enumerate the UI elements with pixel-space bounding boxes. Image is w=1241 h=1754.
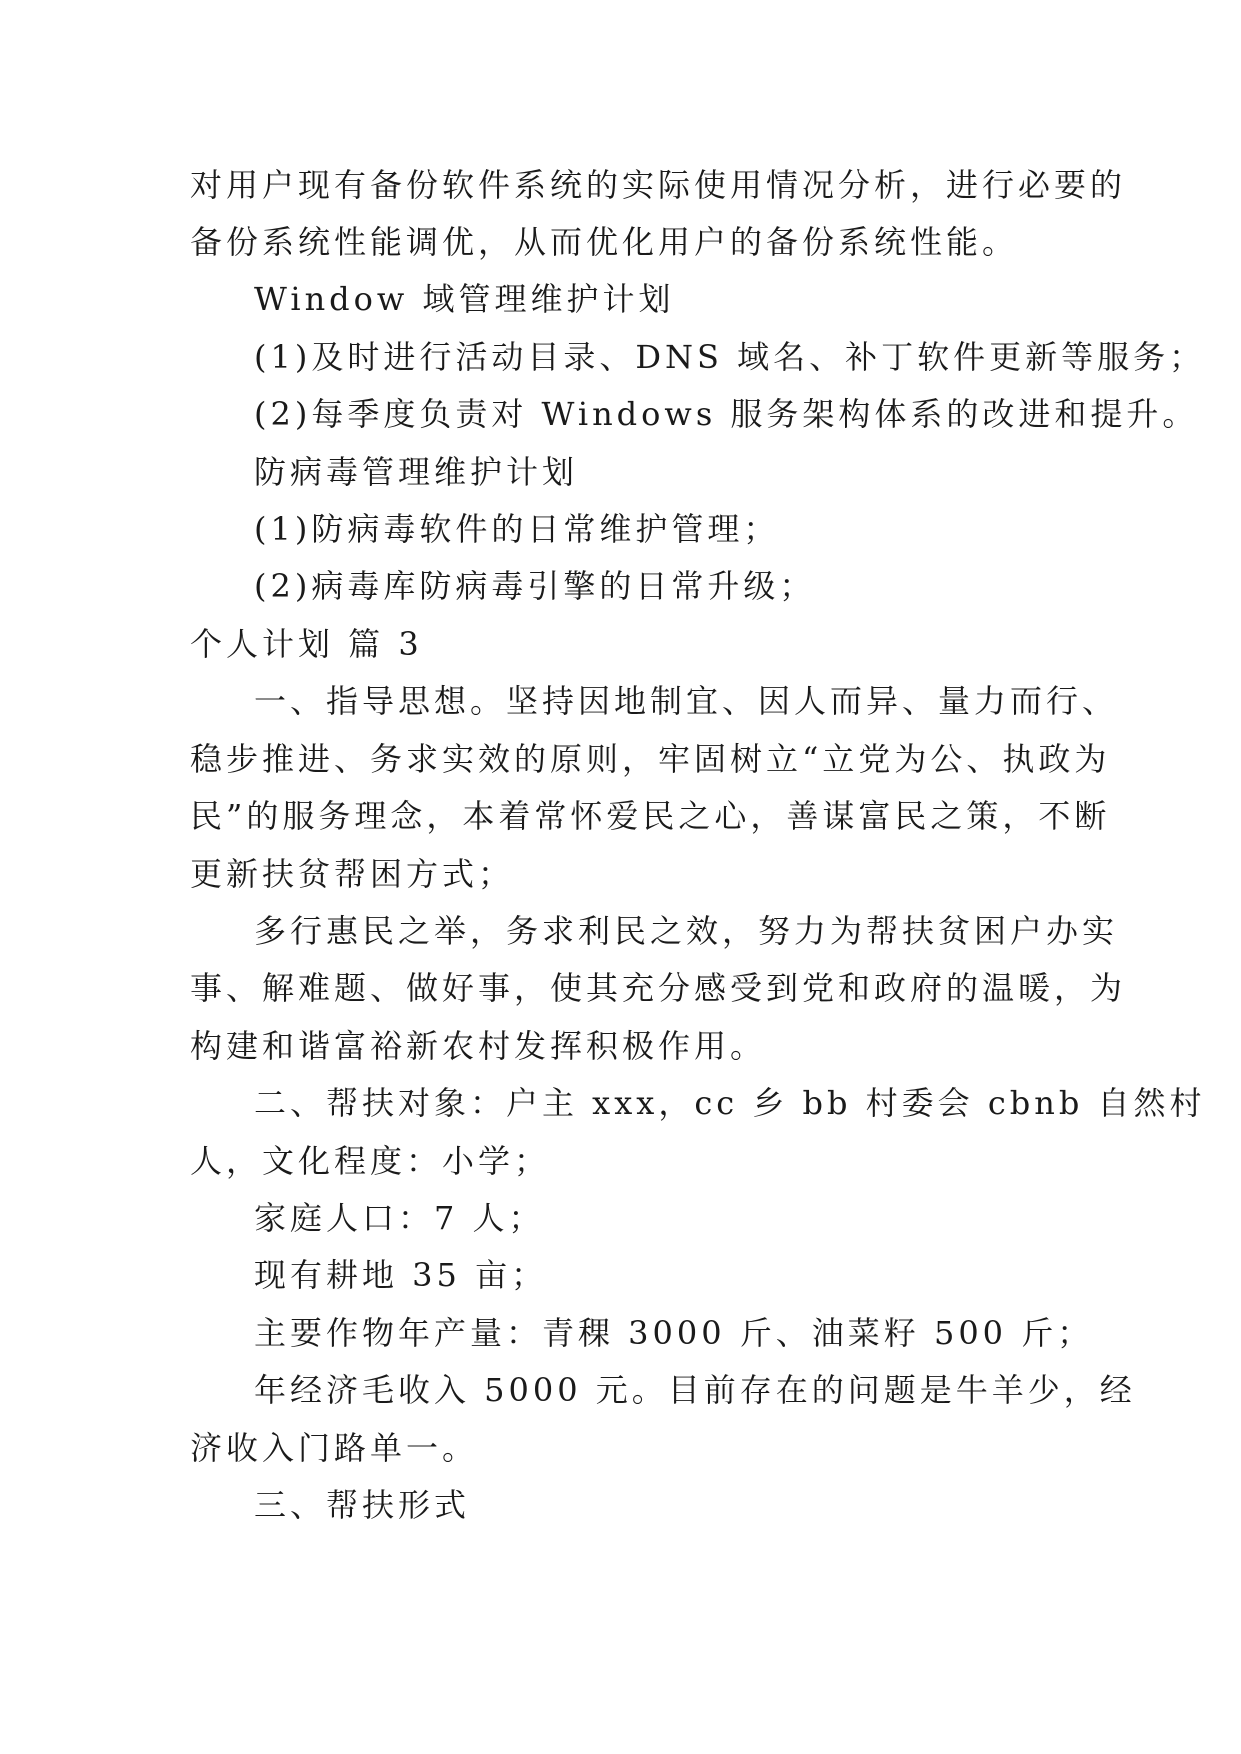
list-item: (2)病毒库防病毒引擎的日常升级；	[254, 567, 816, 605]
section-heading: Window 域管理维护计划	[254, 280, 675, 318]
text-line: 更新扶贫帮困方式；	[190, 855, 515, 893]
text-line: 家庭人口：7 人；	[254, 1199, 545, 1237]
text-line: 多行惠民之举，务求利民之效，努力为帮扶贫困户办实	[254, 912, 1119, 950]
text-line: 一、指导思想。坚持因地制宜、因人而异、量力而行、	[254, 682, 1119, 720]
text-line: 人，文化程度：小学；	[190, 1142, 551, 1180]
text-line: 济收入门路单一。	[190, 1429, 479, 1467]
text-line: 备份系统性能调优，从而优化用户的备份系统性能。	[190, 223, 1019, 261]
section-heading: 三、帮扶形式	[254, 1486, 471, 1524]
text-line: 现有耕地 35 亩；	[254, 1256, 548, 1294]
text-line: 稳步推进、务求实效的原则，牢固树立“立党为公、执政为	[190, 740, 1111, 778]
text-line: 主要作物年产量：青稞 3000 斤、油菜籽 500 斤；	[254, 1314, 1094, 1352]
section-heading: 防病毒管理维护计划	[254, 453, 579, 491]
chapter-heading: 个人计划 篇 3	[190, 625, 423, 663]
list-item: (1)及时进行活动目录、DNS 域名、补丁软件更新等服务；	[254, 338, 1206, 376]
list-item: (1)防病毒软件的日常维护管理；	[254, 510, 780, 548]
text-line: 构建和谐富裕新农村发挥积极作用。	[190, 1027, 767, 1065]
text-line: 二、帮扶对象：户主 xxx，cc 乡 bb 村委会 cbnb 自然村	[254, 1084, 1206, 1122]
text-line: 对用户现有备份软件系统的实际使用情况分析，进行必要的	[190, 166, 1127, 204]
text-line: 年经济毛收入 5000 元。目前存在的问题是牛羊少，经	[254, 1371, 1136, 1409]
text-line: 事、解难题、做好事，使其充分感受到党和政府的温暖，为	[190, 969, 1127, 1007]
text-line: 民”的服务理念，本着常怀爱民之心，善谋富民之策，不断	[190, 797, 1111, 835]
list-item: (2)每季度负责对 Windows 服务架构体系的改进和提升。	[254, 395, 1199, 433]
